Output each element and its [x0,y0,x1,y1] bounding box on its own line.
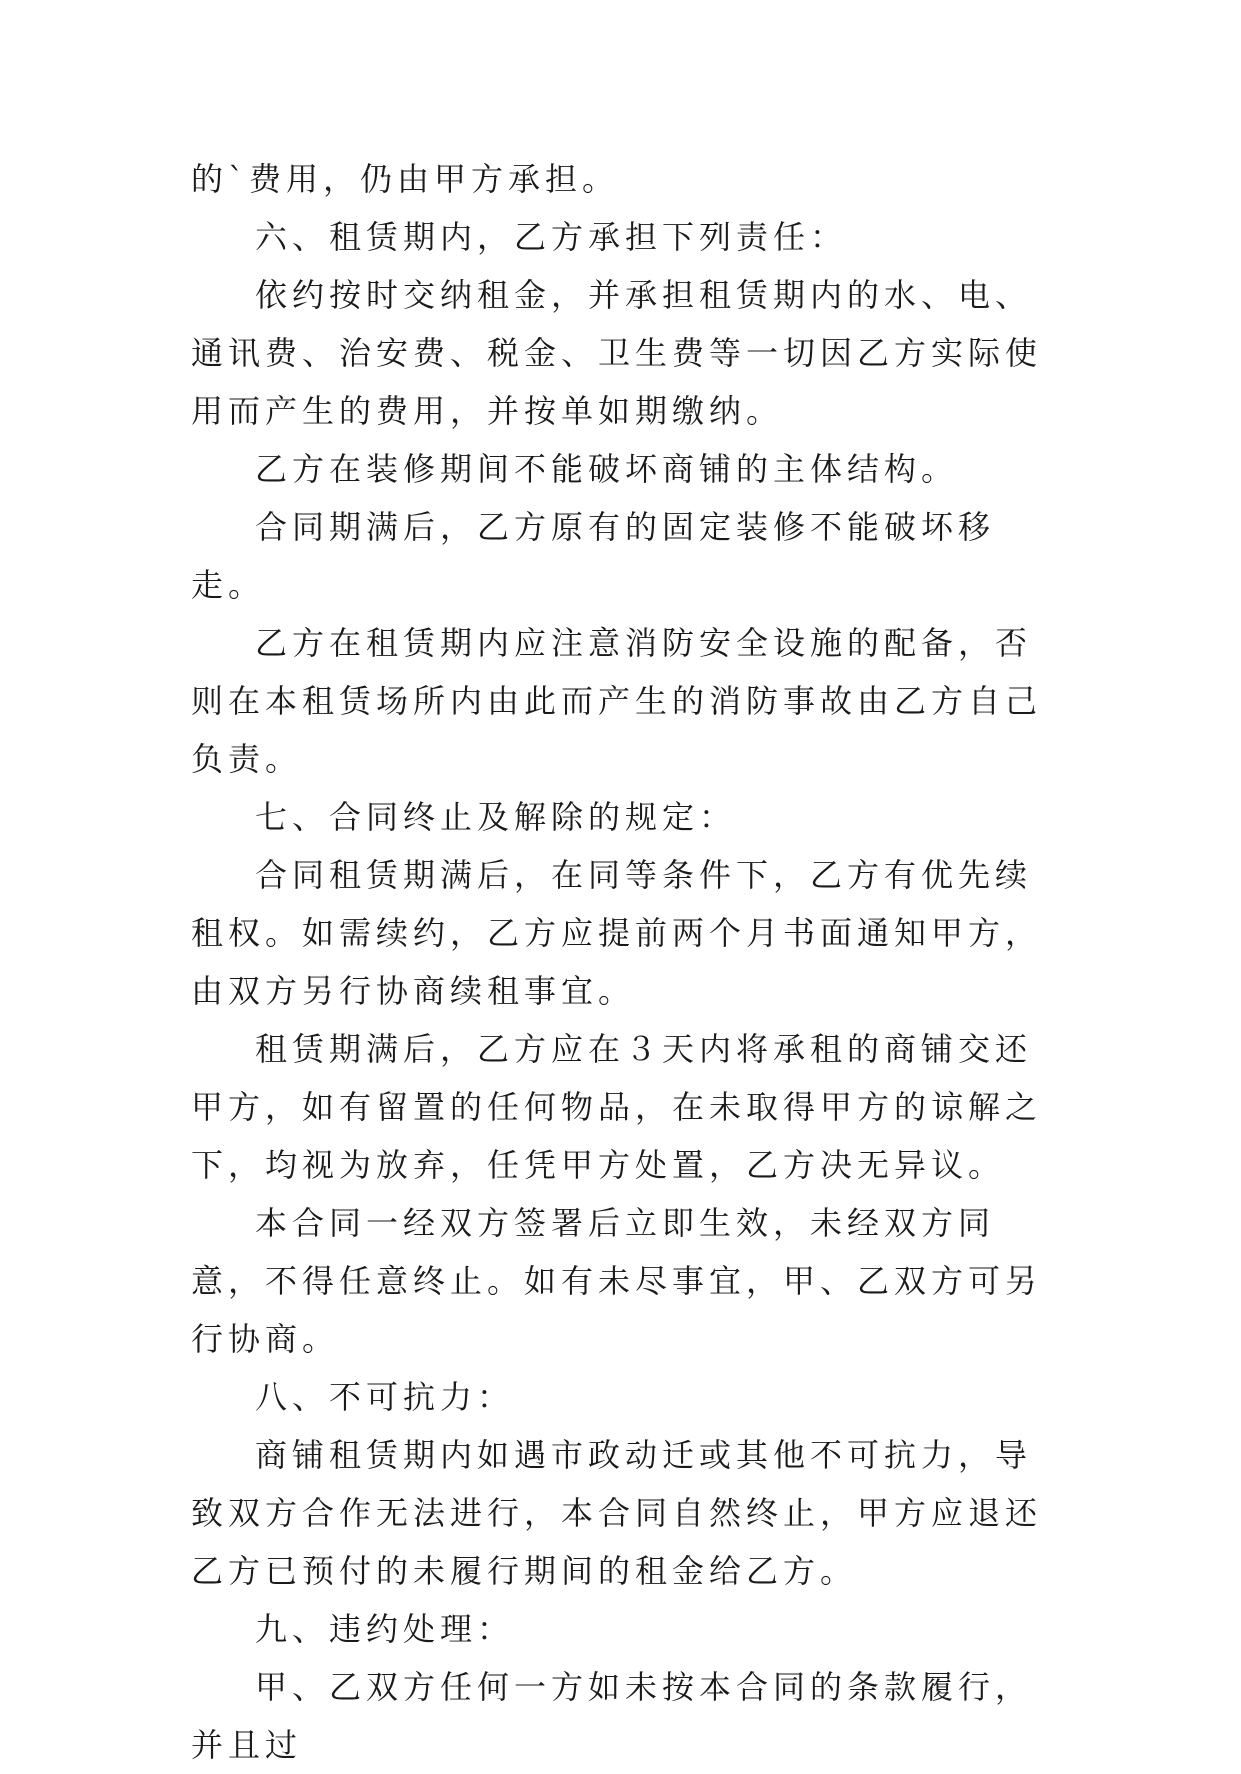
paragraph-10: 本合同一经双方签署后立即生效，未经双方同意，不得任意终止。如有未尽事宜，甲、乙双方可另行协商。 [191,1204,1043,1358]
document-body [191,150,1061,1774]
paragraph-5: 合同期满后，乙方原有的固定装修不能破坏移走。 [191,508,996,604]
paragraph-12: 商铺租赁期内如遇市政动迁或其他不可抗力，导致双方合作无法进行，本合同自然终止，甲方应退还乙方已预付的未履行期间的租金给乙方。 [191,1436,1043,1590]
paragraph-3: 依约按时交纳租金，并承担租赁期内的水、电、通讯费、治安费、税金、卫生费等一切因乙方实际使用而产生的费用，并按单如期缴纳。 [191,276,1043,430]
paragraph-14: 甲、乙双方任何一方如未按本合同的条款履行，并且过 [191,1668,1033,1764]
paragraph-9: 租赁期满后，乙方应在３天内将承租的商铺交还甲方，如有留置的任何物品，在未取得甲方的谅解之下，均视为放弃，任凭甲方处置，乙方决无异议。 [191,1030,1043,1184]
paragraph-4: 乙方在装修期间不能破坏商铺的主体结构。 [255,450,959,488]
paragraph-6: 乙方在租赁期内应注意消防安全设施的配备，否则在本租赁场所内由此而产生的消防事故由乙方自己负责。 [191,624,1043,778]
section-heading-8: 八、不可抗力： [255,1378,515,1416]
paragraph-8: 合同租赁期满后，在同等条件下，乙方有优先续租权。如需续约，乙方应提前两个月书面通知甲方，由双方另行协商续租事宜。 [191,856,1043,1010]
section-heading-9: 九、违约处理： [255,1610,515,1648]
section-heading-7: 七、合同终止及解除的规定： [255,798,737,836]
paragraph-1: 的`费用，仍由甲方承担。 [191,160,620,198]
section-heading-6: 六、租赁期内，乙方承担下列责任： [255,218,848,256]
